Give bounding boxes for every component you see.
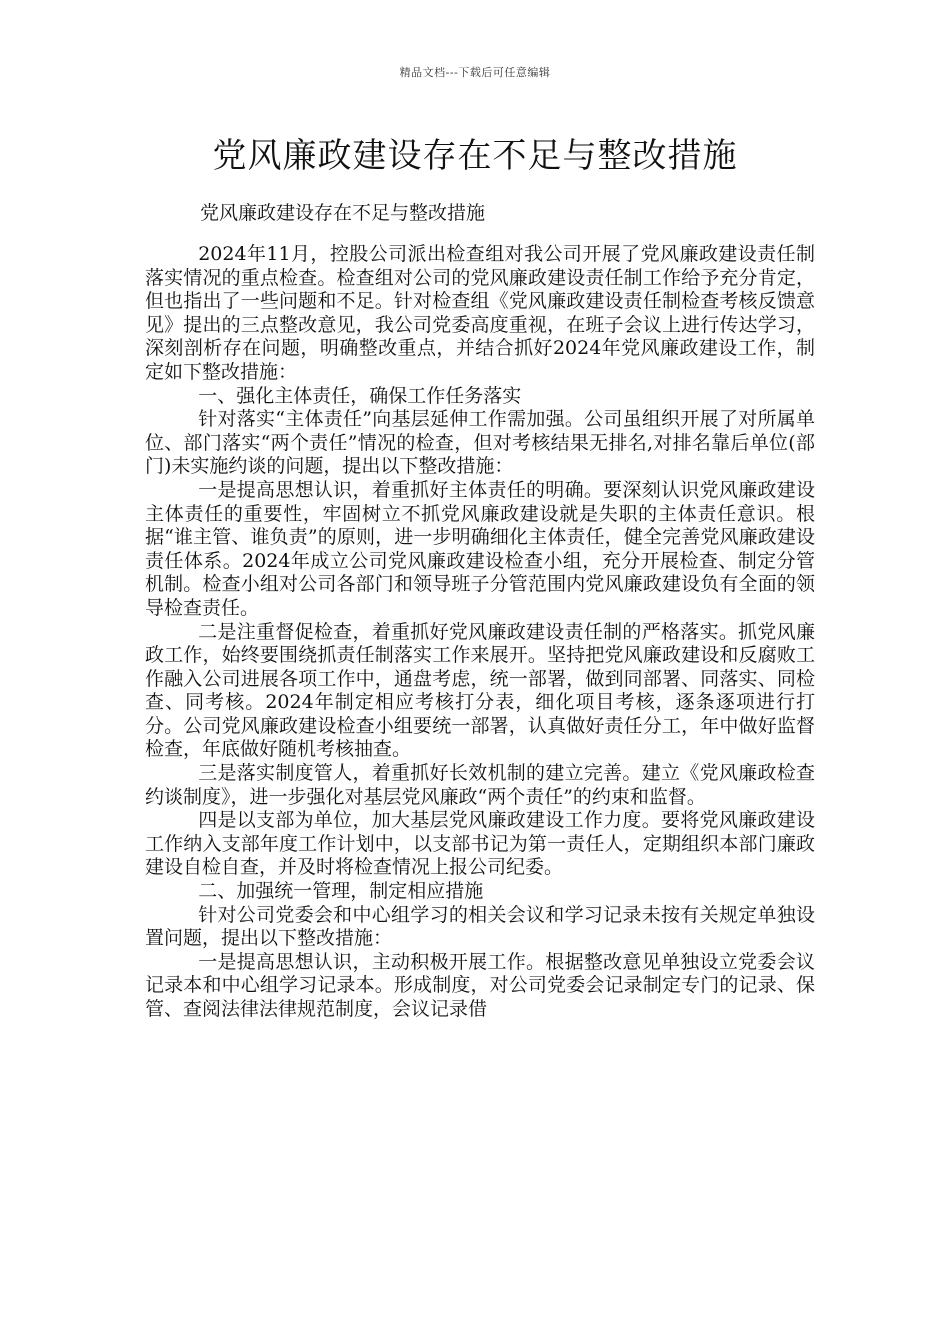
document-body — [145, 243, 815, 1022]
paragraph-intro: 2024年11月，控股公司派出检查组对我公司开展了党风廉政建设责任制落实情况的重点检查。检查组对公司的党风廉政建设责任制工作给予充分肯定，但也指出了一些问题和不足。针对检查组《党风廉政建设责任制检查考核反馈意见》提出的三点整改意见，我公司党委高度重视，在班子会议上进行传达学习，深刻剖析存在问题，明确整改重点，并结合抓好2024年党风廉政建设工作，制定如下整改措施： — [145, 243, 815, 383]
paragraph: 针对落实“主体责任”向基层延伸工作需加强。公司虽组织开展了对所属单位、部门落实“两个责任”情况的检查，但对考核结果无排名,对排名靠后单位(部门)未实施约谈的问题，提出以下整改措施： — [145, 408, 815, 478]
document-title: 党风廉政建设存在不足与整改措施 — [212, 136, 738, 176]
header-note: 精品文档---下载后可任意编辑 — [399, 66, 551, 79]
paragraph: 三是落实制度管人，着重抓好长效机制的建立完善。建立《党风廉政检查约谈制度》，进一步强化对基层党风廉政“两个责任”的约束和监督。 — [145, 762, 815, 808]
document-subtitle: 党风廉政建设存在不足与整改措施 — [200, 202, 486, 224]
paragraph: 二是注重督促检查，着重抓好党风廉政建设责任制的严格落实。抓党风廉政工作，始终要围绕抓责任制落实工作来展开。坚持把党风廉政建设和反腐败工作融入公司进展各项工作中，通盘考虑，统一部署，做到同部署、同落实、同检查、同考核。2024年制定相应考核打分表，细化项目考核，逐条逐项进行打分。公司党风廉政建设检查小组要统一部署，认真做好责任分工，年中做好监督检查，年底做好随机考核抽查。 — [145, 620, 815, 761]
paragraph: 一是提高思想认识，主动积极开展工作。根据整改意见单独设立党委会议记录本和中心组学习记录本。形成制度，对公司党委会记录制定专门的记录、保管、查阅法律法律规范制度，会议记录借 — [145, 950, 815, 1020]
section-heading-1: 一、强化主体责任，确保工作任务落实 — [198, 384, 522, 407]
paragraph: 针对公司党委会和中心组学习的相关会议和学习记录未按有关规定单独设置问题，提出以下整改措施： — [145, 903, 815, 950]
paragraph: 四是以支部为单位，加大基层党风廉政建设工作力度。要将党风廉政建设工作纳入支部年度工作计划中，以支部书记为第一责任人，定期组织本部门廉政建设自检自查，并及时将检查情况上报公司纪委。 — [145, 809, 815, 879]
section-heading-2: 二、加强统一管理，制定相应措施 — [198, 880, 484, 903]
paragraph: 一是提高思想认识，着重抓好主体责任的明确。要深刻认识党风廉政建设主体责任的重要性，牢固树立不抓党风廉政建设就是失职的主体责任意识。根据“谁主管、谁负责”的原则，进一步明确细化主体责任，健全完善党风廉政建设责任体系。2024年成立公司党风廉政建设检查小组，充分开展检查、制定分管机制。检查小组对公司各部门和领导班子分管范围内党风廉政建设负有全面的领导检查责任。 — [145, 478, 815, 619]
